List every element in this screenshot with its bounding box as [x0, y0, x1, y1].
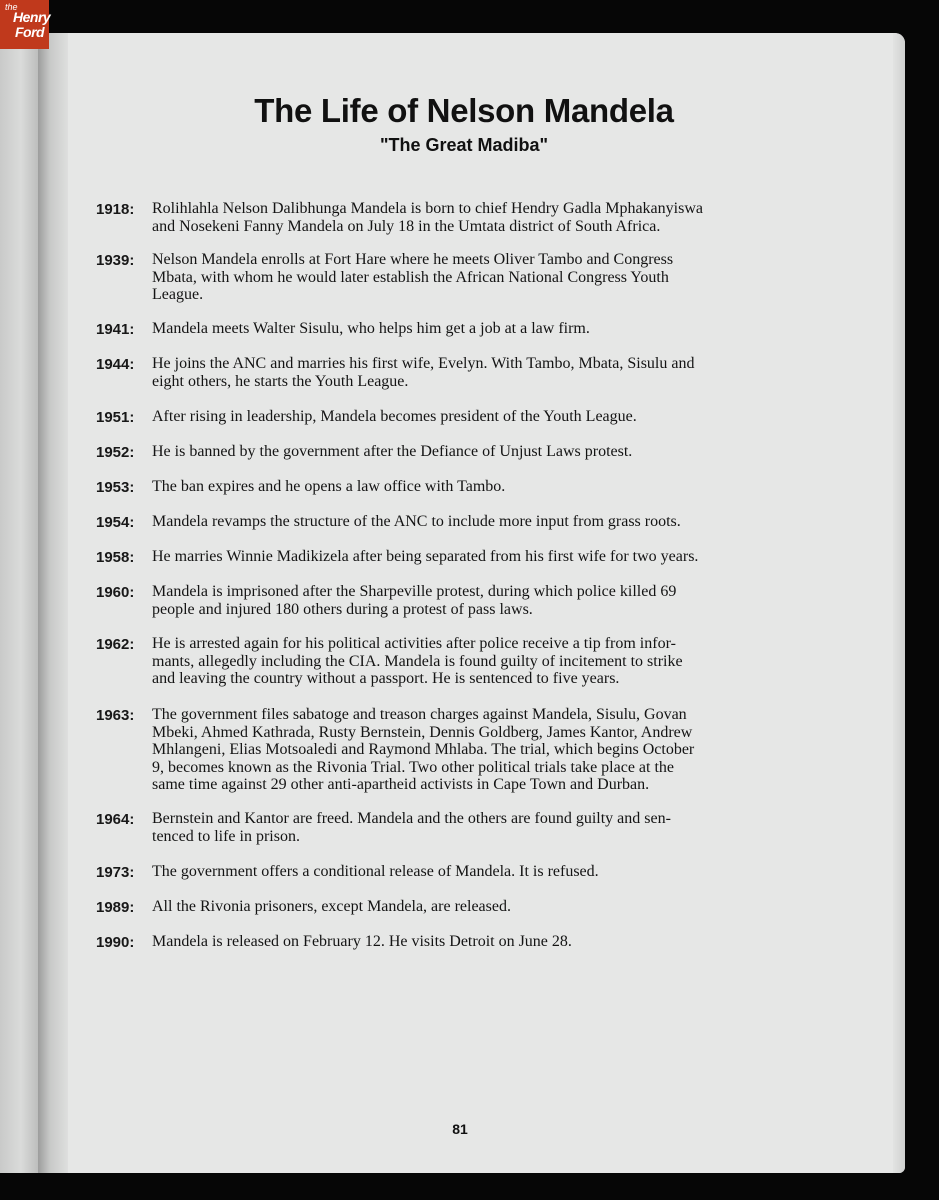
entry-text: Nelson Mandela enrolls at Fort Hare where he meets Oliver Tambo and Congress Mbata, with whom he would later establish the African National Congress Youth League. — [152, 251, 674, 303]
entry-text: He is banned by the government after the Defiance of Unjust Laws protest. — [152, 443, 633, 460]
timeline-entry — [96, 933, 836, 951]
entry-text: Mandela revamps the structure of the ANC to include more input from grass roots. — [152, 513, 681, 530]
entry-text: Mandela is imprisoned after the Sharpeville protest, during which police killed 69 people and injured 180 others during a protest of pass laws. — [152, 583, 677, 618]
timeline-entry — [96, 443, 836, 461]
entry-year: 1954: — [96, 514, 135, 531]
entry-text: Bernstein and Kantor are freed. Mandela and the others are found guilty and sen- tenced to life in prison. — [152, 810, 671, 845]
timeline-entry — [96, 320, 836, 338]
timeline-entry — [96, 635, 836, 688]
timeline-entry — [96, 863, 836, 881]
timeline-entry — [96, 251, 836, 304]
timeline-entry — [96, 810, 836, 845]
timeline-entry — [96, 355, 836, 390]
timeline-entry — [96, 513, 836, 531]
logo-text-the: the — [5, 2, 18, 12]
entry-year: 1941: — [96, 321, 135, 338]
page-fore-edge — [893, 33, 905, 1173]
entry-year: 1989: — [96, 899, 135, 916]
entry-text: He joins the ANC and marries his first wife, Evelyn. With Tambo, Mbata, Sisulu and eight others, he starts the Youth League. — [152, 355, 695, 390]
entry-year: 1964: — [96, 811, 135, 828]
page-title: The Life of Nelson Mandela — [254, 92, 674, 129]
entry-year: 1990: — [96, 934, 135, 951]
book-gutter — [38, 33, 68, 1173]
entry-year: 1918: — [96, 201, 135, 218]
entry-text: Mandela is released on February 12. He visits Detroit on June 28. — [152, 933, 572, 950]
entry-year: 1958: — [96, 549, 135, 566]
facing-page-edge — [0, 33, 38, 1173]
entry-year: 1963: — [96, 707, 135, 724]
entry-year: 1960: — [96, 584, 135, 601]
entry-year: 1973: — [96, 864, 135, 881]
entry-text: Mandela meets Walter Sisulu, who helps him get a job at a law firm. — [152, 320, 590, 337]
page-number: 81 — [452, 1121, 468, 1137]
entry-text: He is arrested again for his political activities after police receive a tip from infor- mants, allegedly including the CIA. Mandela is found guilty of incitement to strike and leaving the country without a passport. He is sentenced to five years. — [152, 635, 683, 687]
entry-year: 1939: — [96, 252, 135, 269]
timeline-entry — [96, 478, 836, 496]
entry-year: 1944: — [96, 356, 135, 373]
entry-year: 1951: — [96, 409, 135, 426]
entry-text: After rising in leadership, Mandela becomes president of the Youth League. — [152, 408, 637, 425]
entry-text: He marries Winnie Madikizela after being separated from his first wife for two years. — [152, 548, 699, 565]
entry-text: All the Rivonia prisoners, except Mandela, are released. — [152, 898, 511, 915]
entry-text: The ban expires and he opens a law office with Tambo. — [152, 478, 506, 495]
page-subtitle: "The Great Madiba" — [379, 135, 549, 155]
logo-text-ford: Ford — [15, 24, 45, 40]
timeline-entry — [96, 706, 836, 794]
timeline-entry — [96, 583, 836, 618]
timeline-entry — [96, 200, 836, 235]
timeline-entry — [96, 408, 836, 426]
entry-text: The government offers a conditional release of Mandela. It is refused. — [152, 863, 599, 880]
logo-text-henry: Henry — [13, 9, 51, 25]
entry-year: 1953: — [96, 479, 135, 496]
henry-ford-logo — [0, 0, 49, 49]
entry-year: 1962: — [96, 636, 135, 653]
timeline-entry — [96, 898, 836, 916]
entry-text: The government files sabatoge and treason charges against Mandela, Sisulu, Govan Mbeki, Ahmed Kathrada, Rusty Bernstein, Dennis Goldberg, James Kantor, Andrew Mhlangeni, Elias Motsoaledi and Raymond Mhlaba. The trial, which begins October 9, becomes known as the Rivonia Trial. Two other political trials take place at the same time against 29 other anti-apartheid activists in Cape Town and Durban. — [152, 706, 695, 793]
timeline-entry — [96, 548, 836, 566]
entry-year: 1952: — [96, 444, 135, 461]
entry-text: Rolihlahla Nelson Dalibhunga Mandela is born to chief Hendry Gadla Mphakanyiswa and Nosekeni Fanny Mandela on July 18 in the Umtata district of South Africa. — [152, 200, 703, 235]
